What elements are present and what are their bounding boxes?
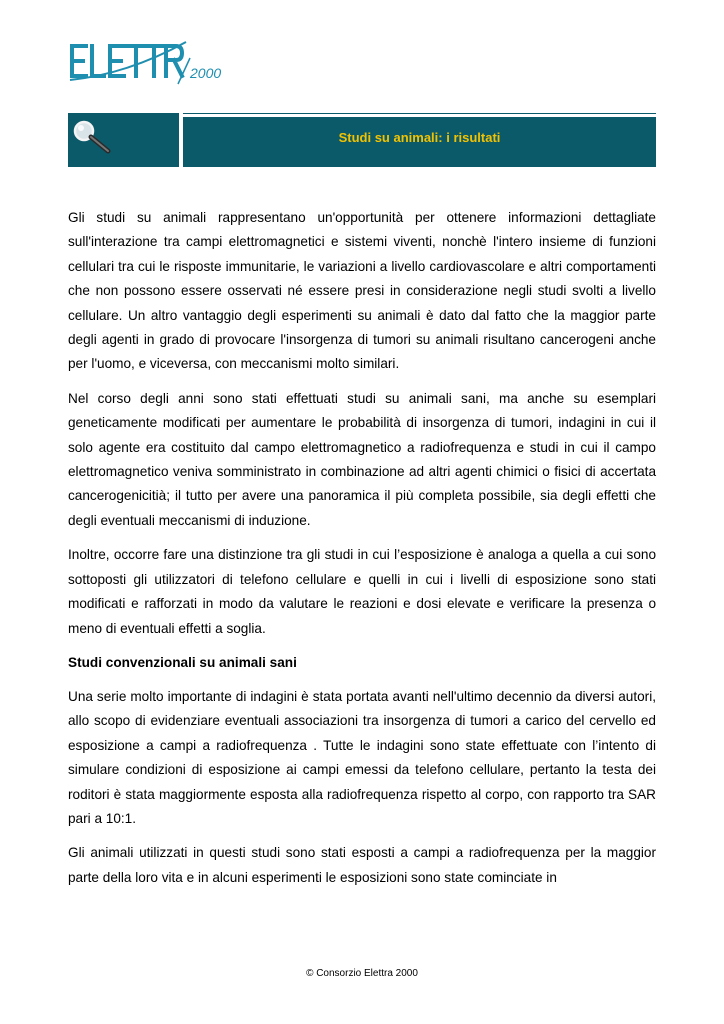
paragraph: Inoltre, occorre fare una distinzione tra gli studi in cui l’esposizione è analoga a quella a cui sono sottoposti gli utilizzatori di telefono cellulare e quelli in cui i livelli di esposizione sono stati modificati e rafforzati in modo da valutare le reazioni e dosi elevate e verificare la presenza o meno di eventuali effetti a soglia. <box>68 547 656 636</box>
paragraph: Nel corso degli anni sono stati effettuati studi su animali sani, ma anche su esemplari geneticamente modificati per aumentare le probabilità di insorgenza di tumori, indagini in cui il solo agente era costituito dal campo elettromagnetico a radiofrequenza e studi in cui il campo elettromagnetico veniva somministrato in combinazione ad altri agenti chimici o fisici di accertata cancerogenicitià; il tutto per avere una panoramica il più completa possibile, sia degli effetti che degli eventuali meccanismi di induzione. <box>68 390 656 528</box>
footer-copyright: © Consorzio Elettra 2000 <box>306 968 418 979</box>
section-banner <box>68 113 656 167</box>
page-title: Studi su animali: i risultati <box>338 130 501 145</box>
banner-title-box <box>183 113 656 167</box>
paragraph: Gli studi su animali rappresentano un'opportunità per ottenere informazioni dettagliate sull'interazione tra campi elettromagnetici e sistemi viventi, nonchè l'intero insieme di funzioni cellulari tra cui le risposte immunitarie, le variazioni a livello cardiovascolare e altri comportamenti che non possono essere osservati né essere presi in considerazione negli studi svolti a livello cellulare. Un altro vantaggio degli esperimenti su animali è dato dal fatto che la maggior parte degli agenti in grado di provocare l'insorgenza di tumori su animali risultano cancerogeni anche per l'uomo, e viceversa, con meccanismi molto similari. <box>68 210 656 372</box>
paragraph: Gli animali utilizzati in questi studi sono stati esposti a campi a radiofrequenza per la maggior parte della loro vita e in alcuni esperimenti le esposizioni sono state cominciate in <box>68 845 656 885</box>
section-heading: Studi convenzionali su animali sani <box>68 654 297 670</box>
magnifier-icon <box>70 119 130 159</box>
document-body <box>68 206 656 900</box>
svg-text:2000: 2000 <box>190 65 222 81</box>
elettra-logo <box>68 36 222 90</box>
paragraph: Una serie molto importante di indagini è stata portata avanti nell'ultimo decennio da diversi autori, allo scopo di evidenziare eventuali associazioni tra insorgenza di tumori a carico del cervello ed esposizione a campi a radiofrequenza . Tutte le indagini sono state effettuate con l’intento di simulare condizioni di esposizione ai campi emessi da telefono cellulare, pertanto la testa dei roditori è stata maggiormente esposta alla radiofrequenza rispetto al corpo, con rapporto tra SAR pari a 10:1. <box>68 688 656 826</box>
banner-icon-box <box>68 113 179 167</box>
